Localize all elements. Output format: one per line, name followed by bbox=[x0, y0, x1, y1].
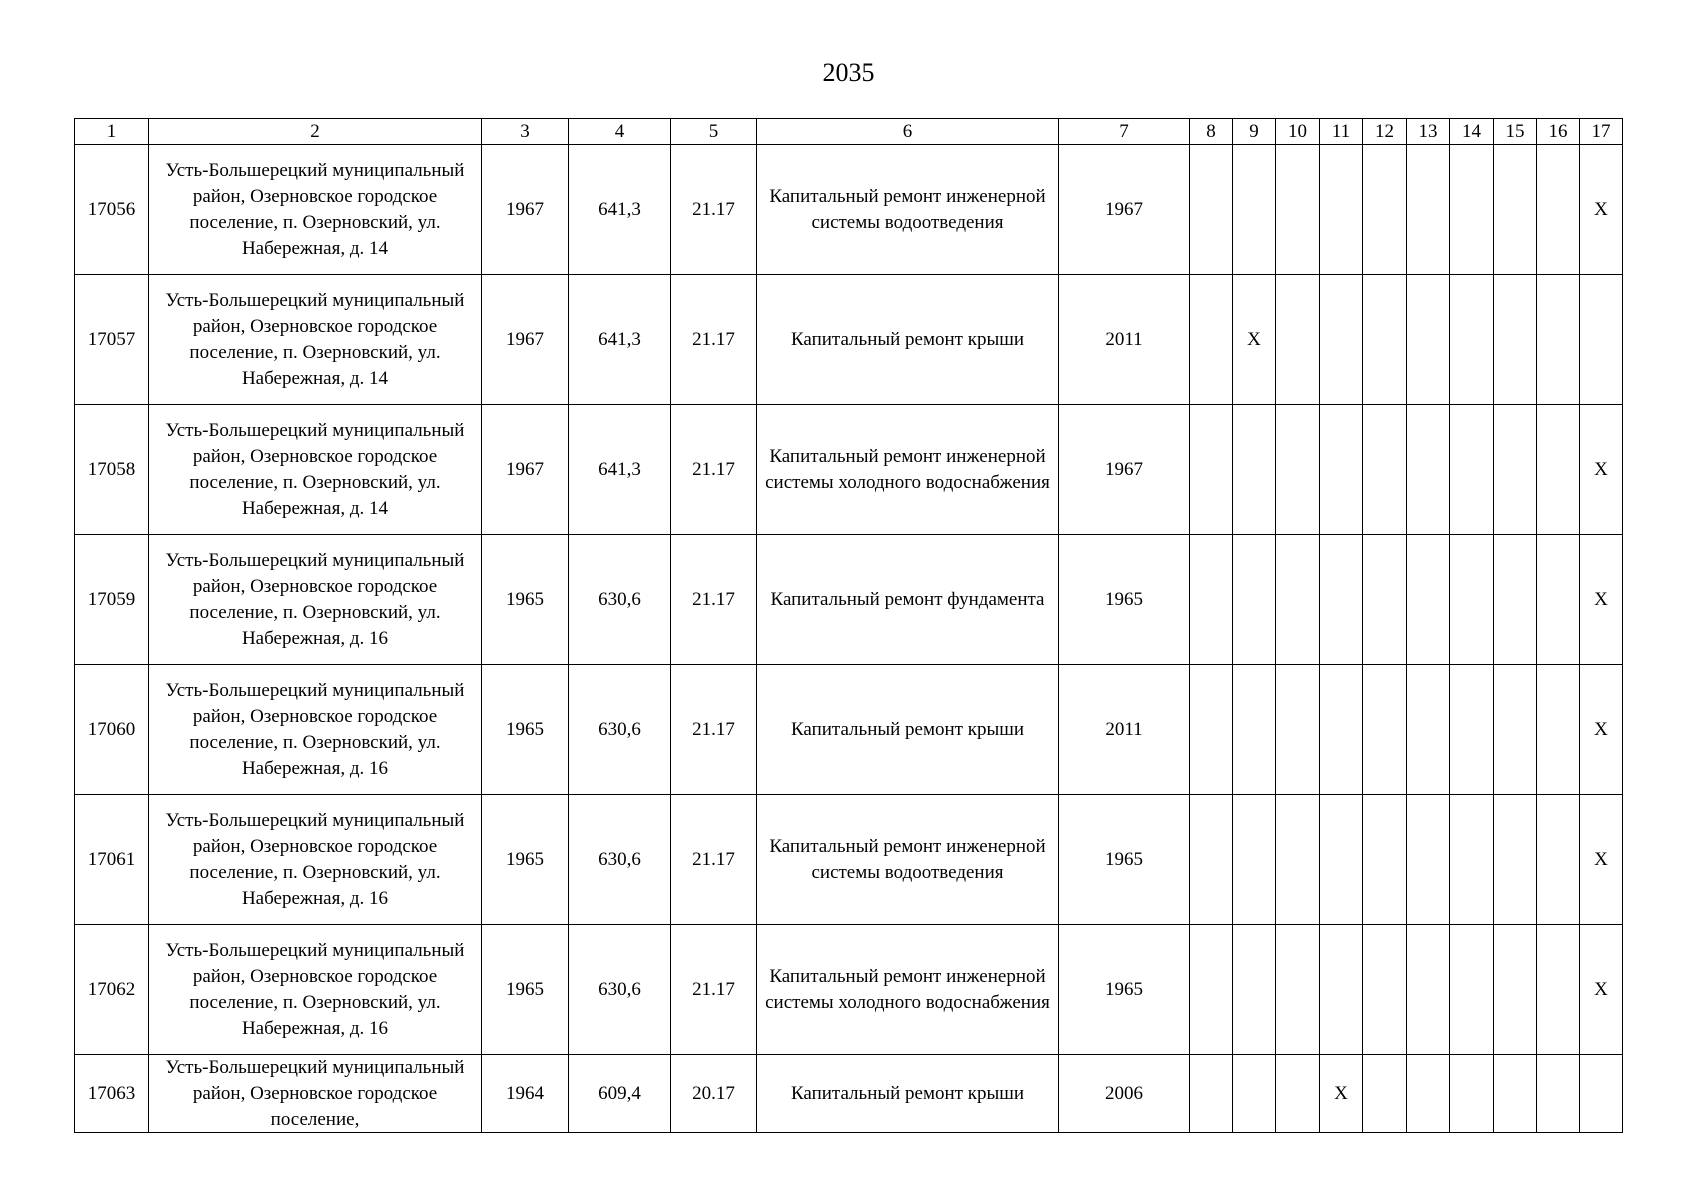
mark-cell bbox=[1407, 925, 1450, 1055]
row-id: 17063 bbox=[75, 1055, 149, 1133]
table-row bbox=[75, 405, 1623, 535]
row-last-year: 1965 bbox=[1059, 925, 1190, 1055]
mark-cell bbox=[1580, 1055, 1623, 1133]
mark-cell bbox=[1494, 535, 1537, 665]
mark-cell bbox=[1537, 535, 1580, 665]
row-area: 609,4 bbox=[569, 1055, 671, 1133]
mark-cell bbox=[1320, 535, 1363, 665]
mark-cell bbox=[1363, 925, 1407, 1055]
mark-cell bbox=[1190, 1055, 1233, 1133]
row-work: Капитальный ремонт инженерной системы водоотведения bbox=[757, 795, 1059, 925]
mark-cell bbox=[1407, 145, 1450, 275]
mark-cell bbox=[1276, 405, 1320, 535]
table-row bbox=[75, 665, 1623, 795]
column-header: 7 bbox=[1059, 119, 1190, 145]
mark-cell bbox=[1450, 925, 1494, 1055]
row-address-text: Усть-Большерецкий муниципальный район, Озерновское городское поселение, bbox=[165, 1057, 465, 1130]
mark-cell bbox=[1276, 795, 1320, 925]
row-address bbox=[149, 1055, 482, 1133]
mark-cell: X bbox=[1580, 145, 1623, 275]
mark-cell bbox=[1494, 795, 1537, 925]
mark-cell bbox=[1363, 1055, 1407, 1133]
mark-cell bbox=[1320, 145, 1363, 275]
header-row bbox=[75, 119, 1623, 145]
column-header: 12 bbox=[1363, 119, 1407, 145]
row-code: 21.17 bbox=[671, 145, 757, 275]
mark-cell bbox=[1450, 535, 1494, 665]
mark-cell bbox=[1407, 405, 1450, 535]
mark-cell bbox=[1233, 665, 1276, 795]
mark-cell bbox=[1190, 275, 1233, 405]
row-id: 17056 bbox=[75, 145, 149, 275]
mark-cell: X bbox=[1580, 665, 1623, 795]
mark-cell bbox=[1276, 1055, 1320, 1133]
row-work: Капитальный ремонт крыши bbox=[757, 665, 1059, 795]
mark-cell bbox=[1363, 275, 1407, 405]
mark-cell bbox=[1537, 1055, 1580, 1133]
row-id: 17059 bbox=[75, 535, 149, 665]
mark-cell bbox=[1190, 535, 1233, 665]
mark-cell bbox=[1233, 145, 1276, 275]
mark-cell bbox=[1320, 275, 1363, 405]
row-id: 17062 bbox=[75, 925, 149, 1055]
row-code: 21.17 bbox=[671, 405, 757, 535]
row-id: 17061 bbox=[75, 795, 149, 925]
mark-cell bbox=[1494, 1055, 1537, 1133]
mark-cell bbox=[1537, 925, 1580, 1055]
table-row bbox=[75, 925, 1623, 1055]
mark-cell bbox=[1494, 925, 1537, 1055]
mark-cell bbox=[1276, 145, 1320, 275]
mark-cell bbox=[1537, 145, 1580, 275]
row-address: Усть-Большерецкий муниципальный район, Озерновское городское поселение, п. Озерновский, ул. Набережная, д. 16 bbox=[149, 925, 482, 1055]
mark-cell bbox=[1494, 145, 1537, 275]
mark-cell bbox=[1276, 925, 1320, 1055]
mark-cell bbox=[1320, 405, 1363, 535]
row-area: 630,6 bbox=[569, 535, 671, 665]
row-address: Усть-Большерецкий муниципальный район, Озерновское городское поселение, п. Озерновский, ул. Набережная, д. 16 bbox=[149, 535, 482, 665]
row-work: Капитальный ремонт фундамента bbox=[757, 535, 1059, 665]
column-header: 15 bbox=[1494, 119, 1537, 145]
row-year: 1965 bbox=[482, 665, 569, 795]
row-id: 17060 bbox=[75, 665, 149, 795]
mark-cell bbox=[1494, 665, 1537, 795]
column-header: 6 bbox=[757, 119, 1059, 145]
mark-cell bbox=[1450, 665, 1494, 795]
mark-cell bbox=[1494, 275, 1537, 405]
mark-cell bbox=[1537, 795, 1580, 925]
table-row bbox=[75, 795, 1623, 925]
row-last-year: 2011 bbox=[1059, 665, 1190, 795]
mark-cell bbox=[1363, 795, 1407, 925]
mark-cell bbox=[1450, 145, 1494, 275]
row-area: 641,3 bbox=[569, 145, 671, 275]
row-address: Усть-Большерецкий муниципальный район, Озерновское городское поселение, п. Озерновский, ул. Набережная, д. 14 bbox=[149, 405, 482, 535]
table-row bbox=[75, 1055, 1623, 1133]
mark-cell: X bbox=[1320, 1055, 1363, 1133]
row-address: Усть-Большерецкий муниципальный район, Озерновское городское поселение, п. Озерновский, ул. Набережная, д. 14 bbox=[149, 145, 482, 275]
row-year: 1965 bbox=[482, 925, 569, 1055]
mark-cell bbox=[1537, 665, 1580, 795]
mark-cell bbox=[1450, 795, 1494, 925]
row-area: 630,6 bbox=[569, 925, 671, 1055]
mark-cell bbox=[1450, 405, 1494, 535]
table-row bbox=[75, 145, 1623, 275]
column-header: 8 bbox=[1190, 119, 1233, 145]
row-address: Усть-Большерецкий муниципальный район, Озерновское городское поселение, п. Озерновский, ул. Набережная, д. 14 bbox=[149, 275, 482, 405]
mark-cell bbox=[1537, 405, 1580, 535]
column-header: 17 bbox=[1580, 119, 1623, 145]
row-last-year: 1967 bbox=[1059, 145, 1190, 275]
row-area: 630,6 bbox=[569, 665, 671, 795]
mark-cell bbox=[1276, 535, 1320, 665]
table-row bbox=[75, 535, 1623, 665]
mark-cell bbox=[1363, 665, 1407, 795]
mark-cell bbox=[1363, 535, 1407, 665]
row-work: Капитальный ремонт крыши bbox=[757, 275, 1059, 405]
mark-cell bbox=[1190, 925, 1233, 1055]
row-code: 21.17 bbox=[671, 925, 757, 1055]
column-header: 4 bbox=[569, 119, 671, 145]
mark-cell bbox=[1450, 1055, 1494, 1133]
row-id: 17057 bbox=[75, 275, 149, 405]
row-work: Капитальный ремонт инженерной системы холодного водоснабжения bbox=[757, 925, 1059, 1055]
page-number: 2035 bbox=[822, 58, 875, 87]
row-year: 1965 bbox=[482, 795, 569, 925]
mark-cell bbox=[1407, 665, 1450, 795]
row-area: 630,6 bbox=[569, 795, 671, 925]
mark-cell bbox=[1407, 795, 1450, 925]
row-year: 1967 bbox=[482, 405, 569, 535]
mark-cell bbox=[1190, 405, 1233, 535]
column-header: 5 bbox=[671, 119, 757, 145]
mark-cell bbox=[1580, 275, 1623, 405]
row-area: 641,3 bbox=[569, 405, 671, 535]
row-address: Усть-Большерецкий муниципальный район, Озерновское городское поселение, п. Озерновский, ул. Набережная, д. 16 bbox=[149, 795, 482, 925]
row-id: 17058 bbox=[75, 405, 149, 535]
row-code: 21.17 bbox=[671, 275, 757, 405]
column-header: 16 bbox=[1537, 119, 1580, 145]
mark-cell bbox=[1407, 1055, 1450, 1133]
row-code: 21.17 bbox=[671, 665, 757, 795]
row-year: 1965 bbox=[482, 535, 569, 665]
mark-cell: X bbox=[1580, 535, 1623, 665]
mark-cell bbox=[1407, 275, 1450, 405]
row-code: 20.17 bbox=[671, 1055, 757, 1133]
row-work: Капитальный ремонт инженерной системы водоотведения bbox=[757, 145, 1059, 275]
mark-cell bbox=[1276, 275, 1320, 405]
column-header: 13 bbox=[1407, 119, 1450, 145]
row-year: 1964 bbox=[482, 1055, 569, 1133]
row-work: Капитальный ремонт крыши bbox=[757, 1055, 1059, 1133]
mark-cell bbox=[1494, 405, 1537, 535]
column-header: 1 bbox=[75, 119, 149, 145]
row-code: 21.17 bbox=[671, 535, 757, 665]
row-last-year: 1965 bbox=[1059, 795, 1190, 925]
mark-cell bbox=[1233, 795, 1276, 925]
mark-cell bbox=[1276, 665, 1320, 795]
mark-cell: X bbox=[1580, 405, 1623, 535]
column-header: 10 bbox=[1276, 119, 1320, 145]
mark-cell bbox=[1320, 665, 1363, 795]
mark-cell bbox=[1233, 535, 1276, 665]
row-area: 641,3 bbox=[569, 275, 671, 405]
mark-cell bbox=[1190, 665, 1233, 795]
row-year: 1967 bbox=[482, 145, 569, 275]
mark-cell bbox=[1537, 275, 1580, 405]
column-header: 3 bbox=[482, 119, 569, 145]
row-code: 21.17 bbox=[671, 795, 757, 925]
row-last-year: 1965 bbox=[1059, 535, 1190, 665]
mark-cell bbox=[1363, 405, 1407, 535]
column-header: 11 bbox=[1320, 119, 1363, 145]
row-last-year: 1967 bbox=[1059, 405, 1190, 535]
mark-cell bbox=[1363, 145, 1407, 275]
mark-cell bbox=[1190, 145, 1233, 275]
row-last-year: 2006 bbox=[1059, 1055, 1190, 1133]
row-last-year: 2011 bbox=[1059, 275, 1190, 405]
mark-cell bbox=[1190, 795, 1233, 925]
row-work: Капитальный ремонт инженерной системы холодного водоснабжения bbox=[757, 405, 1059, 535]
table-row bbox=[75, 275, 1623, 405]
mark-cell bbox=[1320, 925, 1363, 1055]
row-address: Усть-Большерецкий муниципальный район, Озерновское городское поселение, п. Озерновский, ул. Набережная, д. 16 bbox=[149, 665, 482, 795]
mark-cell bbox=[1450, 275, 1494, 405]
repair-register-table bbox=[74, 118, 1623, 1133]
mark-cell bbox=[1233, 1055, 1276, 1133]
column-header: 2 bbox=[149, 119, 482, 145]
mark-cell bbox=[1233, 925, 1276, 1055]
mark-cell bbox=[1233, 405, 1276, 535]
mark-cell bbox=[1320, 795, 1363, 925]
row-year: 1967 bbox=[482, 275, 569, 405]
mark-cell: X bbox=[1580, 925, 1623, 1055]
mark-cell: X bbox=[1580, 795, 1623, 925]
mark-cell: X bbox=[1233, 275, 1276, 405]
column-header: 14 bbox=[1450, 119, 1494, 145]
column-header: 9 bbox=[1233, 119, 1276, 145]
mark-cell bbox=[1407, 535, 1450, 665]
